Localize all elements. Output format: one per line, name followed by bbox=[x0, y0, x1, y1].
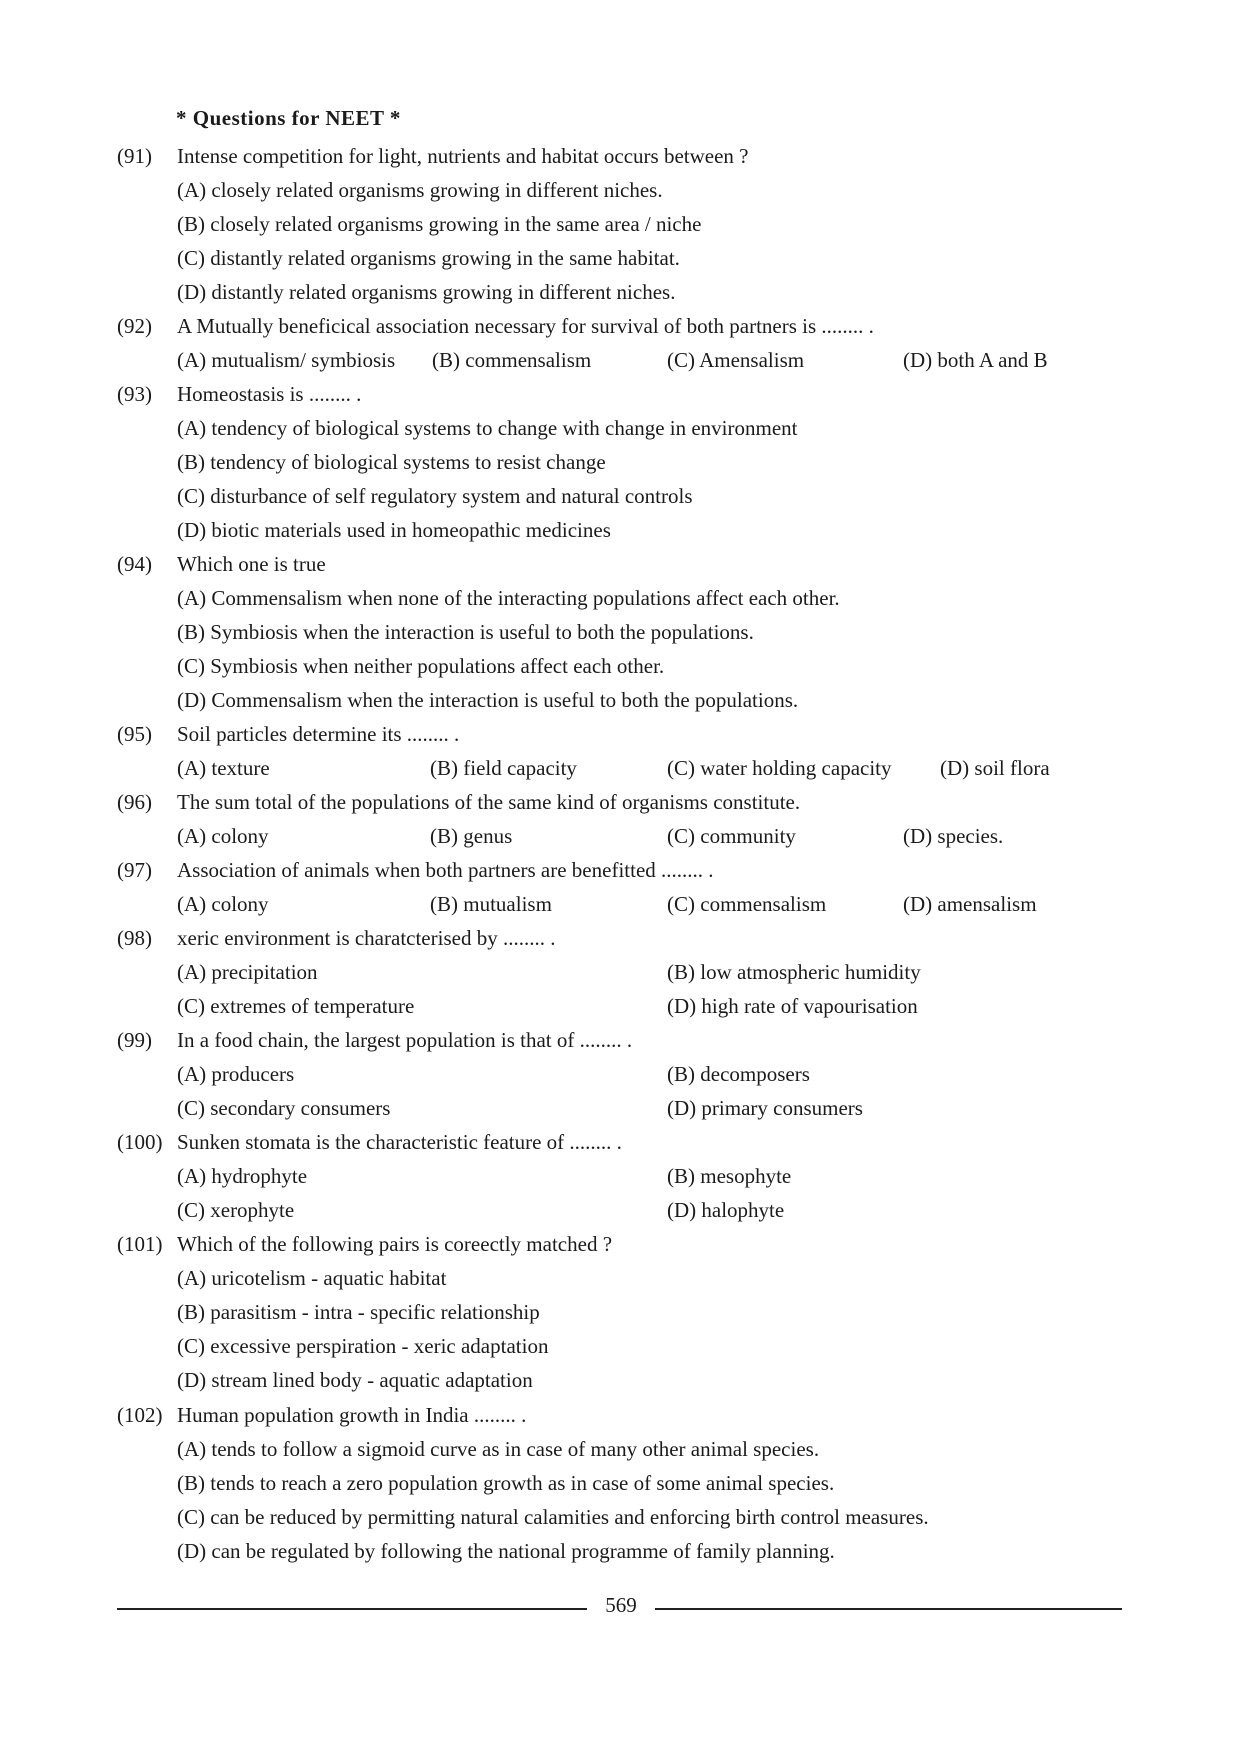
option-c: (C) distantly related organisms growing in the same habitat. bbox=[177, 246, 680, 270]
option-c: (C) Amensalism bbox=[667, 348, 805, 372]
option-a: (A) uricotelism - aquatic habitat bbox=[177, 1266, 447, 1290]
question-number: (97) bbox=[117, 858, 152, 882]
question-text: Sunken stomata is the characteristic feature of ........ . bbox=[177, 1130, 622, 1154]
question-98 bbox=[117, 921, 1137, 1023]
option-d: (D) soil flora bbox=[940, 756, 1050, 780]
question-text: Association of animals when both partners are benefitted ........ . bbox=[177, 858, 714, 882]
question-number: (93) bbox=[117, 382, 152, 406]
option-d: (D) stream lined body - aquatic adaptation bbox=[177, 1368, 533, 1392]
question-91 bbox=[117, 139, 1137, 309]
question-number: (100) bbox=[117, 1130, 163, 1154]
question-92 bbox=[117, 309, 1137, 377]
option-d: (D) Commensalism when the interaction is useful to both the populations. bbox=[177, 688, 799, 712]
question-102 bbox=[117, 1398, 1137, 1568]
question-text: Human population growth in India ........ . bbox=[177, 1403, 527, 1427]
question-100 bbox=[117, 1125, 1137, 1227]
question-number: (101) bbox=[117, 1232, 163, 1256]
option-a: (A) colony bbox=[177, 824, 269, 848]
page-number: 569 bbox=[605, 1593, 637, 1617]
question-number: (95) bbox=[117, 722, 152, 746]
question-number: (98) bbox=[117, 926, 152, 950]
section-heading: * Questions for NEET * bbox=[176, 106, 401, 130]
question-text: The sum total of the populations of the same kind of organisms constitute. bbox=[177, 790, 801, 814]
option-a: (A) producers bbox=[177, 1062, 295, 1086]
option-d: (D) species. bbox=[903, 824, 1004, 848]
option-a: (A) Commensalism when none of the interacting populations affect each other. bbox=[177, 586, 840, 610]
question-number: (92) bbox=[117, 314, 152, 338]
question-text: Intense competition for light, nutrients and habitat occurs between ? bbox=[177, 144, 749, 168]
option-b: (B) closely related organisms growing in the same area / niche bbox=[177, 212, 702, 236]
page-footer bbox=[117, 1588, 1122, 1628]
question-number: (96) bbox=[117, 790, 152, 814]
option-d: (D) amensalism bbox=[903, 892, 1037, 916]
footer-rule-left bbox=[117, 1608, 587, 1610]
question-text: In a food chain, the largest population is that of ........ . bbox=[177, 1028, 633, 1052]
option-d: (D) primary consumers bbox=[667, 1096, 863, 1120]
question-95 bbox=[117, 717, 1137, 785]
option-b: (B) parasitism - intra - specific relationship bbox=[177, 1300, 540, 1324]
question-text: xeric environment is charatcterised by ........ . bbox=[177, 926, 556, 950]
option-a: (A) tendency of biological systems to change with change in environment bbox=[177, 416, 798, 440]
question-101 bbox=[117, 1227, 1137, 1397]
question-text: Soil particles determine its ........ . bbox=[177, 722, 460, 746]
question-94 bbox=[117, 547, 1137, 717]
option-a: (A) tends to follow a sigmoid curve as in case of many other animal species. bbox=[177, 1437, 820, 1461]
question-96 bbox=[117, 785, 1137, 853]
option-a: (A) texture bbox=[177, 756, 270, 780]
question-97 bbox=[117, 853, 1137, 921]
option-b: (B) tends to reach a zero population growth as in case of some animal species. bbox=[177, 1471, 835, 1495]
option-b: (B) Symbiosis when the interaction is useful to both the populations. bbox=[177, 620, 754, 644]
option-b: (B) field capacity bbox=[430, 756, 577, 780]
option-d: (D) distantly related organisms growing in different niches. bbox=[177, 280, 676, 304]
option-b: (B) mesophyte bbox=[667, 1164, 792, 1188]
question-number: (102) bbox=[117, 1403, 163, 1427]
option-b: (B) low atmospheric humidity bbox=[667, 960, 921, 984]
question-93 bbox=[117, 377, 1137, 547]
option-b: (B) commensalism bbox=[432, 348, 592, 372]
option-b: (B) genus bbox=[430, 824, 513, 848]
option-c: (C) water holding capacity bbox=[667, 756, 892, 780]
question-text: Which of the following pairs is coreectly matched ? bbox=[177, 1232, 613, 1256]
option-c: (C) Symbiosis when neither populations affect each other. bbox=[177, 654, 665, 678]
option-c: (C) extremes of temperature bbox=[177, 994, 415, 1018]
question-number: (94) bbox=[117, 552, 152, 576]
option-b: (B) decomposers bbox=[667, 1062, 810, 1086]
option-a: (A) colony bbox=[177, 892, 269, 916]
option-b: (B) tendency of biological systems to resist change bbox=[177, 450, 606, 474]
question-text: Homeostasis is ........ . bbox=[177, 382, 362, 406]
option-b: (B) mutualism bbox=[430, 892, 552, 916]
option-c: (C) disturbance of self regulatory system and natural controls bbox=[177, 484, 693, 508]
question-number: (99) bbox=[117, 1028, 152, 1052]
question-text: A Mutually beneficical association necessary for survival of both partners is ........ . bbox=[177, 314, 874, 338]
option-c: (C) excessive perspiration - xeric adaptation bbox=[177, 1334, 549, 1358]
option-d: (D) can be regulated by following the national programme of family planning. bbox=[177, 1539, 835, 1563]
option-d: (D) halophyte bbox=[667, 1198, 785, 1222]
option-a: (A) mutualism/ symbiosis bbox=[177, 348, 396, 372]
option-c: (C) xerophyte bbox=[177, 1198, 295, 1222]
option-c: (C) community bbox=[667, 824, 796, 848]
option-c: (C) can be reduced by permitting natural calamities and enforcing birth control measures. bbox=[177, 1505, 929, 1529]
option-c: (C) commensalism bbox=[667, 892, 827, 916]
question-99 bbox=[117, 1023, 1137, 1125]
question-number: (91) bbox=[117, 144, 152, 168]
option-a: (A) precipitation bbox=[177, 960, 318, 984]
option-a: (A) hydrophyte bbox=[177, 1164, 308, 1188]
footer-rule-right bbox=[655, 1608, 1122, 1610]
option-d: (D) high rate of vapourisation bbox=[667, 994, 918, 1018]
option-d: (D) both A and B bbox=[903, 348, 1048, 372]
option-d: (D) biotic materials used in homeopathic medicines bbox=[177, 518, 611, 542]
option-a: (A) closely related organisms growing in different niches. bbox=[177, 178, 663, 202]
question-text: Which one is true bbox=[177, 552, 326, 576]
option-c: (C) secondary consumers bbox=[177, 1096, 391, 1120]
